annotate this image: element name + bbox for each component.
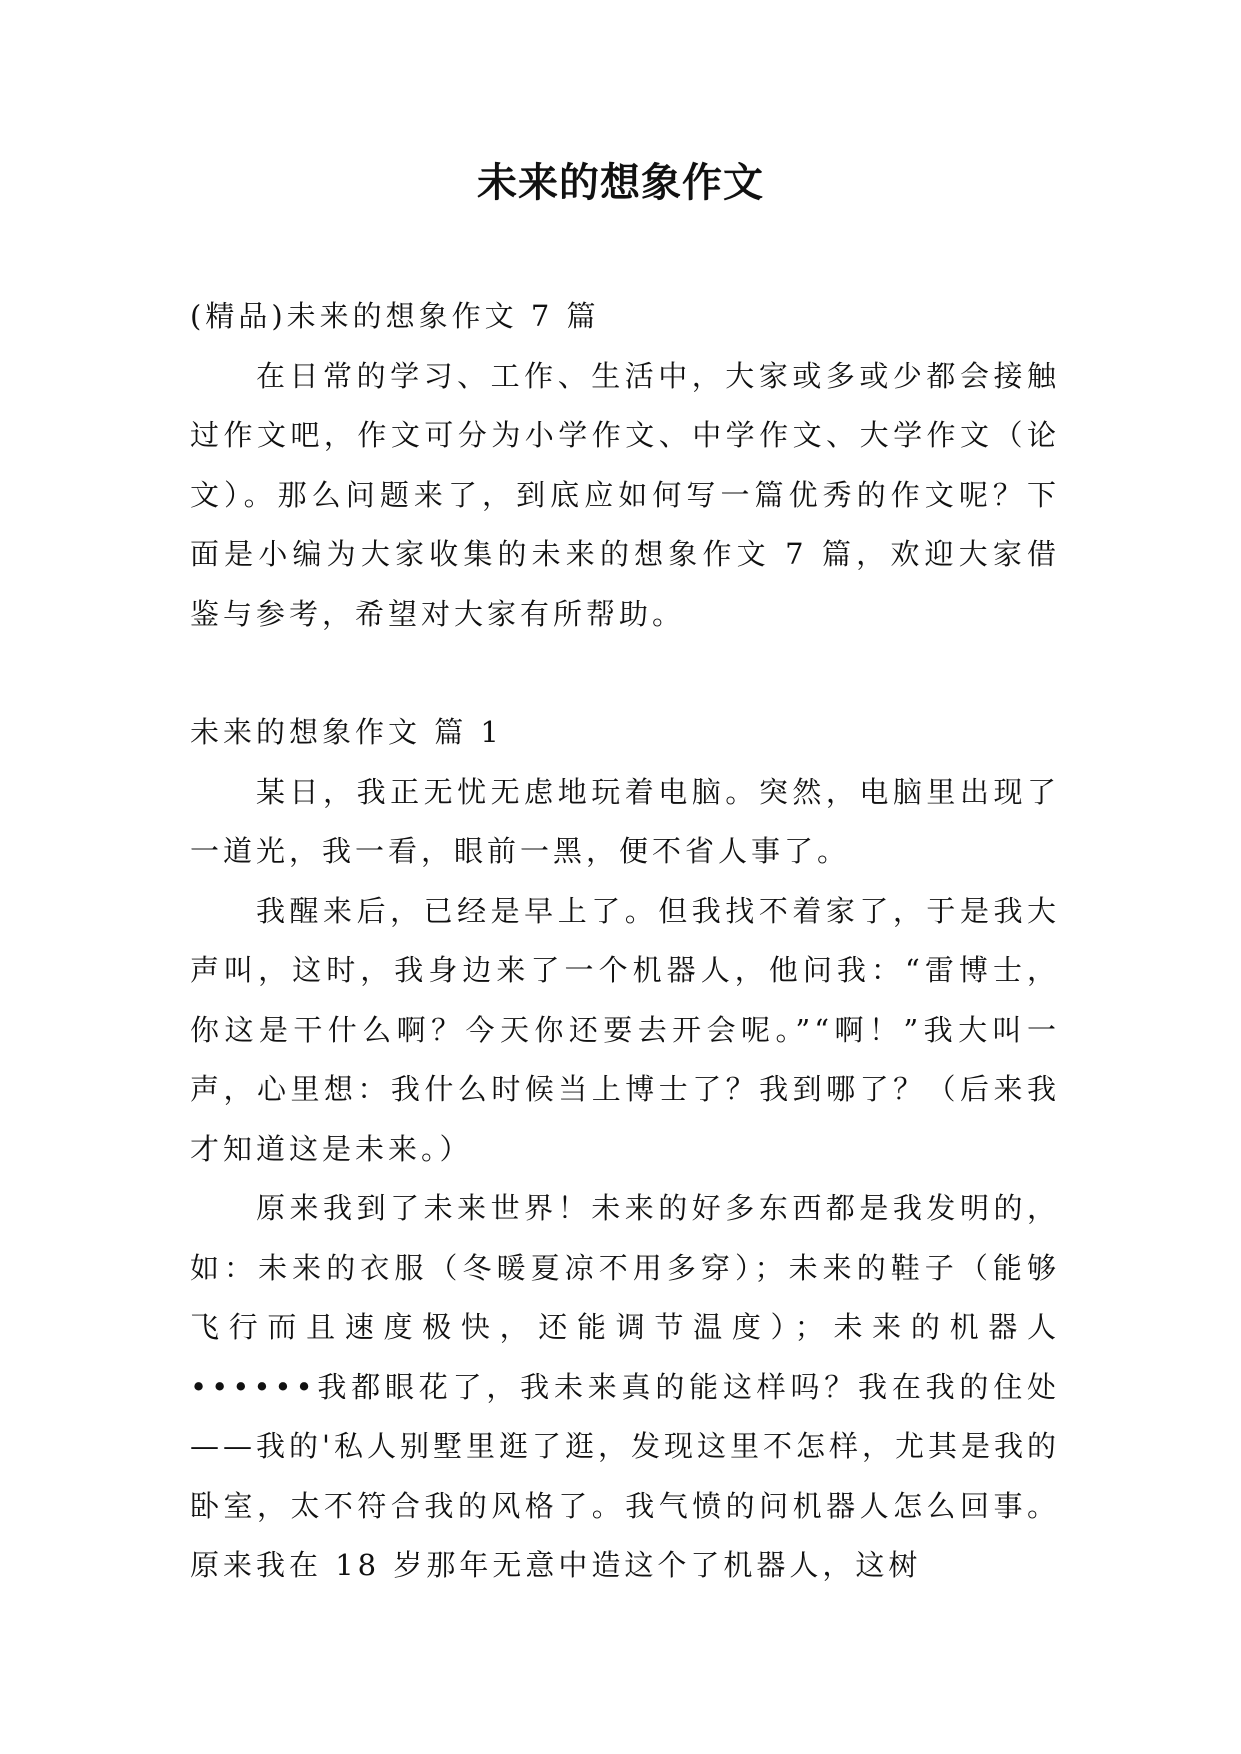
intro-paragraph: 在日常的学习、工作、生活中，大家或多或少都会接触过作文吧，作文可分为小学作文、中学作文、大学作文（论文）。那么问题来了，到底应如何写一篇优秀的作文呢？下面是小编为大家收集的未来的想象作文 7 篇，欢迎大家借鉴与参考，希望对大家有所帮助。	[190, 358, 1060, 631]
body-paragraph: 我醒来后，已经是早上了。但我找不着家了，于是我大声叫，这时，我身边来了一个机器人，他问我：“雷博士，你这是干什么啊？今天你还要去开会呢。”“啊！”我大叫一声，心里想：我什么时候当上博士了？我到哪了？（后来我才知道这是未来。）	[190, 893, 1060, 1166]
body-paragraph: 某日，我正无忧无虑地玩着电脑。突然，电脑里出现了一道光，我一看，眼前一黑，便不省人事了。	[190, 774, 1060, 868]
section-heading: 未来的想象作文 篇 1	[190, 715, 503, 749]
document-body	[190, 287, 1060, 1596]
body-paragraph: 原来我到了未来世界！未来的好多东西都是我发明的，如：未来的衣服（冬暖夏凉不用多穿）；未来的鞋子（能够飞行而且速度极快，还能调节温度）；未来的机器人••••••我都眼花了，我未来真的能这样吗？我在我的住处——我的'私人别墅里逛了逛，发现这里不怎样，尤其是我的卧室，太不符合我的风格了。我气愤的问机器人怎么回事。原来我在 18 岁那年无意中造这个了机器人，这树	[190, 1191, 1060, 1582]
document-title: 未来的想象作文	[477, 159, 764, 206]
document-subtitle: (精品)未来的想象作文 7 篇	[190, 299, 600, 333]
spacer	[190, 644, 1060, 703]
